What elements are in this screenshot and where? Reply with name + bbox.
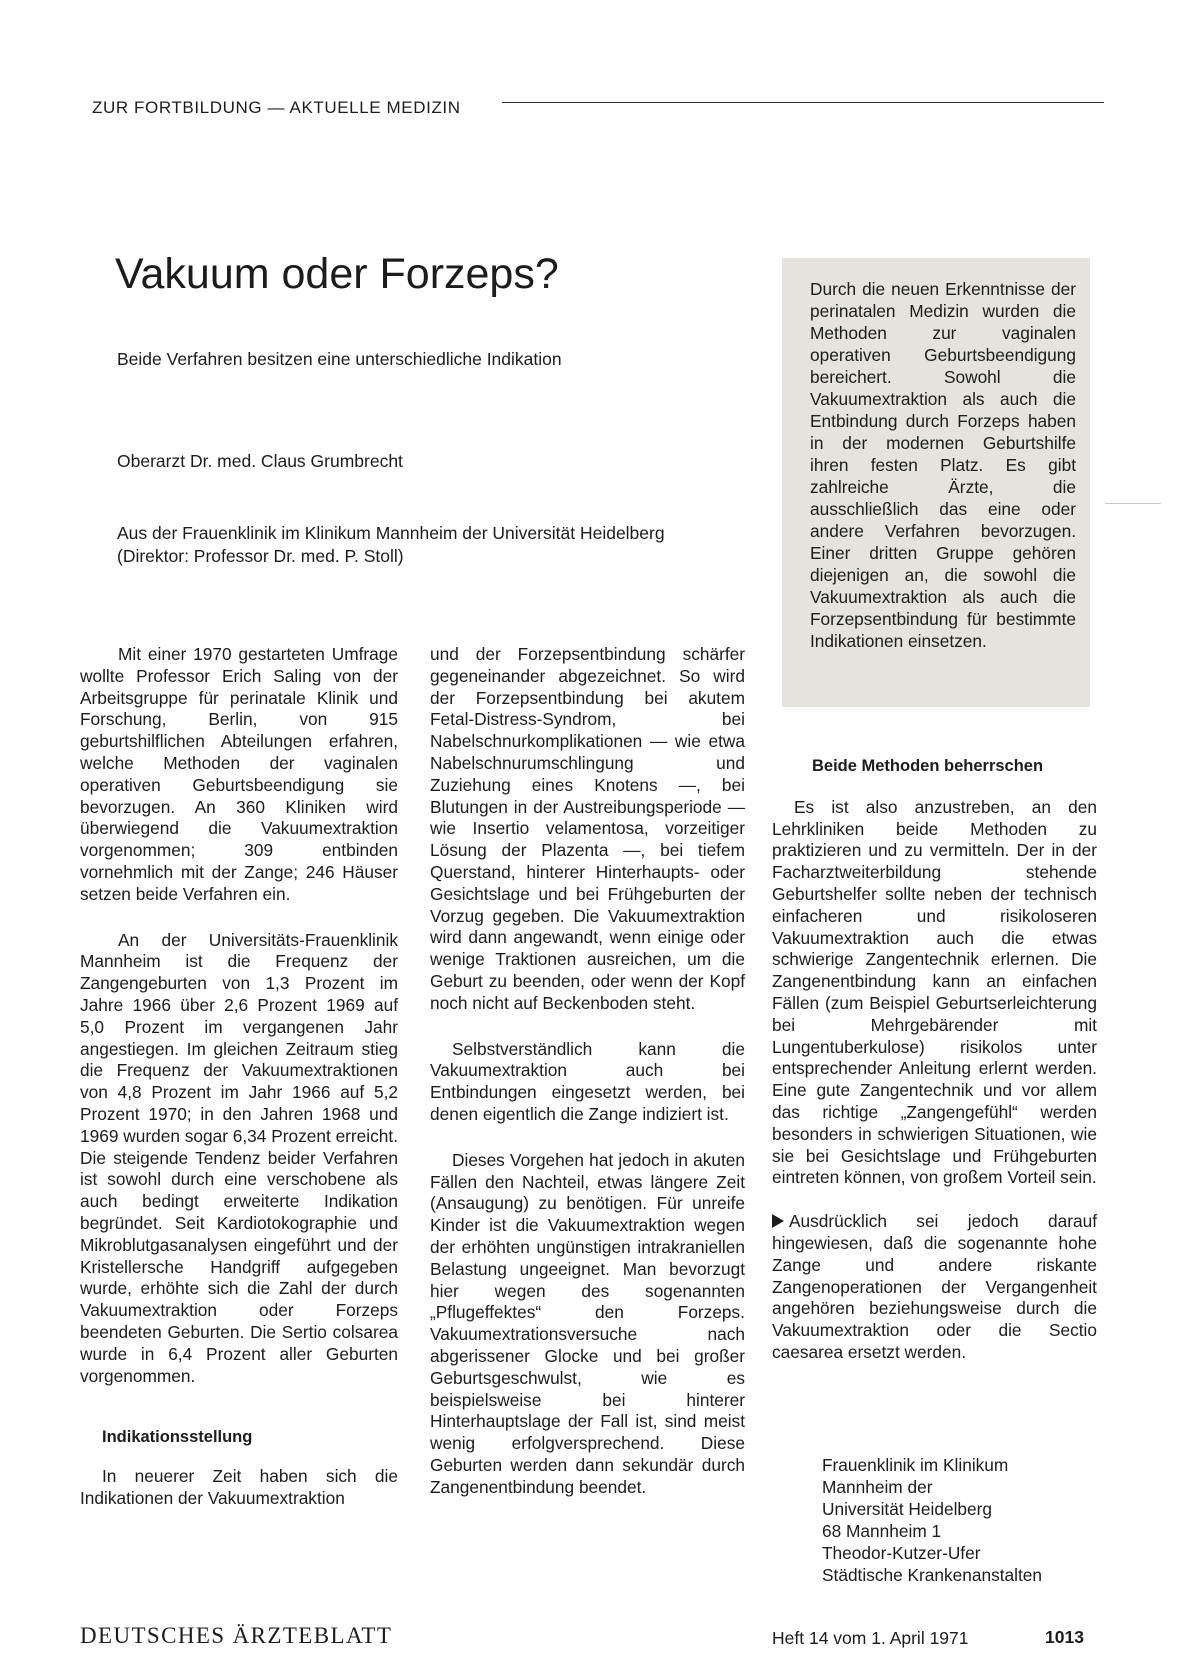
affiliation-line: Aus der Frauenklinik im Klinikum Mannheim der Universität Heidelberg [117,523,665,543]
paragraph: und der Forzepsentbindung schärfer gegeneinander abgezeichnet. So wird der Forzepsentbindung bei akutem Fetal-Distress-Syndrom, bei Nabelschnurkomplikationen — wie etwa Nabelschnurumschlingung und Zuziehung eines Knotens —, bei Blutungen in der Austreibungsperiode — wie Insertio velamentosa, vorzeitiger Lösung der Plazenta —, bei tiefem Querstand, hinterer Hinterhaupts- oder Gesichtslage und bei Frühgeburten der Vorzug gegeben. Die Vakuumextraktion wird dann angewandt, wenn einige oder wenige Traktionen ausreichen, um die Geburt zu beenden, oder wenn der Kopf noch nicht auf Beckenboden steht. [430,644,745,1013]
paragraph: Selbstverständlich kann die Vakuumextraktion auch bei Entbindungen eingesetzt werden, bei denen eigentlich die Zange indiziert ist. [430,1038,745,1124]
section-rubric: ZUR FORTBILDUNG — AKTUELLE MEDIZIN [92,98,461,117]
address-line: Städtische Krankenanstalten [822,1565,1042,1585]
summary-box [782,258,1090,707]
paragraph [772,1211,1097,1364]
journal-name: DEUTSCHES ÄRZTEBLATT [80,1623,393,1648]
header-rule [502,102,1104,103]
summary-text: Durch die neuen Erkenntnisse der perinatalen Medizin wurden die Methoden zur vaginalen operativen Geburtsbeendigung bereichert. Sowohl die Vakuumextraktion als auch die Entbindung durch Forzeps haben in der modernen Geburtshilfe ihren festen Platz. Es gibt zahlreiche Ärzte, die ausschließlich das eine oder andere Verfahren bevorzugen. Einer dritten Gruppe gehören diejenigen an, die sowohl die Vakuumextraktion als auch die Forzepsentbindung für bestimmte Indikationen einsetzen. [810,279,1076,651]
article-title: Vakuum oder Forzeps? [115,250,559,298]
text-column-1 [80,644,398,1510]
author-name: Oberarzt Dr. med. Claus Grumbrecht [117,451,403,471]
affiliation-line: (Direktor: Professor Dr. med. P. Stoll) [117,545,404,566]
paragraph: An der Universitäts-Frauenklinik Mannheim ist die Frequenz der Zangengeburten von 1,3 Prozent im Jahre 1966 über 2,6 Prozent 1969 auf 5,0 Prozent im vergangenen Jahr angestiegen. Im gleichen Zeitraum stieg die Frequenz der Vakuumextraktionen von 4,8 Prozent im Jahr 1966 auf 5,2 Prozent 1970; in den Jahren 1968 und 1969 wurden sogar 6,34 Prozent erreicht. Die steigende Tendenz beider Verfahren ist sowohl durch eine verschobene als auch bedingt erweiterte Indikation begründet. Seit Kardiotokographie und Mikroblutgasanalysen eingeführt und der Kristellersche Handgriff aufgegeben wurde, erhöhte sich die Zahl der durch Vakuumextraktion oder Forzeps beendeten Geburten. Die Sertio colsarea wurde in 6,4 Prozent aller Geburten vorgenommen. [80,929,398,1386]
author-address [822,1454,1042,1586]
address-line: Mannheim der [822,1477,933,1497]
summary-box-marker [1105,503,1161,504]
triangle-arrow-icon [772,1214,784,1228]
address-line: Universität Heidelberg [822,1499,993,1519]
address-line: Frauenklinik im Klinikum [822,1455,1009,1475]
text-column-2 [430,644,745,1498]
paragraph: Mit einer 1970 gestarteten Umfrage wollte Professor Erich Saling von der Arbeitsgruppe für perinatale Klinik und Forschung, Berlin, von 915 geburtshilflichen Abteilungen erfahren, welche Methoden der vaginalen operativen Geburtsbeendigung sie bevorzugen. An 360 Kliniken wird überwiegend die Vakuumextraktion vorgenommen; 309 entbinden vornehmlich mit der Zange; 246 Häuser setzen beide Verfahren ein. [80,644,398,904]
section-heading: Beide Methoden beherrschen [812,757,1044,775]
text-column-3 [772,756,1097,1364]
paragraph-text: Ausdrücklich sei jedoch darauf hingewiesen, daß die sogenannte hohe Zange und andere riskante Zangenoperationen der Vergangenheit angehören beziehungsweise durch die Vakuumextraktion oder die Sectio caesarea ersetzt werden. [772,1211,1097,1362]
paragraph: Es ist also anzustreben, an den Lehrkliniken beide Methoden zu praktizieren und zu vermitteln. Der in der Facharztweiterbildung stehende Geburtshelfer sollte neben der technisch einfacheren und risikoloseren Vakuumextraktion auch die etwas schwierige Zangentechnik erlernen. Die Zangenentbindung kann an einfachen Fällen (zum Beispiel Geburtserleichterung bei Mehrgebärender mit Lungentuberkulose) risikolos unter entsprechender Anleitung erlernt werden. Eine gute Zangentechnik und vor allem das richtige „Zangengefühl“ werden besonders in schwierigen Situationen, wie sie bei Gesichtslage und Frühgeburten eintreten können, von großem Vorteil sein. [772,796,1097,1188]
paragraph: Dieses Vorgehen hat jedoch in akuten Fällen den Nachteil, etwas längere Zeit (Ansaugung) zu benötigen. Für unreife Kinder ist die Vakuumextraktion wegen der erhöhten ungünstigen intrakraniellen Belastung ungeeignet. Man bevorzugt hier wegen des sogenannten „Pflugeffektes“ den Forzeps. Vakuumextrationsversuche nach abgerissener Glocke und bei großer Geburtsgeschwulst, wie es beispielsweise bei hinterer Hinterhauptslage der Fall ist, sind meist wenig erfolgversprechend. Diese Geburten werden dann sekundär durch Zangenentbindung beendet. [430,1149,745,1497]
section-heading: Indikationsstellung [102,1428,253,1447]
author-affiliation [117,522,665,567]
paragraph: In neuerer Zeit haben sich die Indikationen der Vakuumextraktion [80,1466,398,1508]
article-subtitle: Beide Verfahren besitzen eine unterschiedliche Indikation [117,349,562,369]
issue-info: Heft 14 vom 1. April 1971 [772,1628,969,1648]
address-line: 68 Mannheim 1 [822,1521,942,1541]
address-line: Theodor-Kutzer-Ufer [822,1543,981,1563]
page-number: 1013 [1045,1627,1084,1647]
